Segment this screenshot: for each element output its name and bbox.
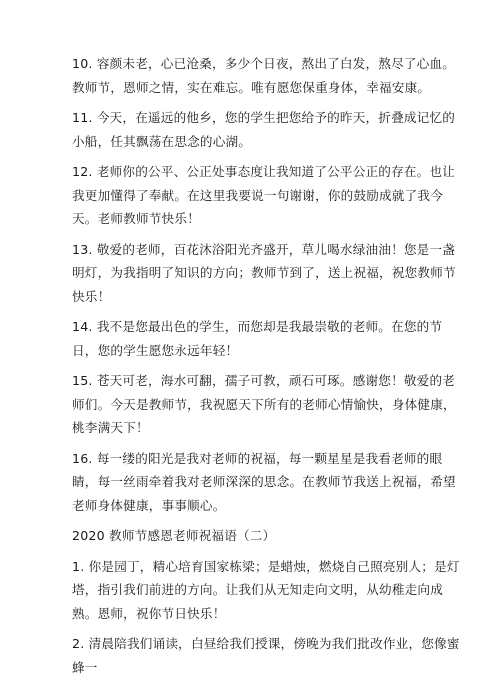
paragraph-11: 11. 今天，在遥远的他乡，您的学生把您给予的昨天，折叠成记忆的小船，任其飘荡在思念的心湖。: [72, 110, 456, 149]
paragraph-13: 13. 敬爱的老师，百花沐浴阳光齐盛开，草儿喝水绿油油！您是一盏明灯，为我指明了知识的方向；教师节到了，送上祝福，祝您教师节快乐！: [72, 241, 456, 304]
paragraph-12: 12. 老师你的公平、公正处事态度让我知道了公平公正的存在。也让我更加懂得了奉献。在这里我要说一句谢谢，你的鼓励成就了我今天。老师教师节快乐！: [72, 164, 456, 226]
section-heading: 2020 教师节感恩老师祝福语（二）: [72, 528, 276, 543]
paragraph-16: 16. 每一缕的阳光是我对老师的祝福，每一颗星星是我看老师的眼睛，每一丝雨牵着我对老师深深的思念。在教师节我送上祝福，希望老师身体健康，事事顺心。: [72, 450, 456, 513]
section-paragraph-2: 2. 清晨陪我们诵读，白昼给我们授课，傍晚为我们批改作业，您像蜜蜂一: [72, 636, 460, 675]
paragraph-10: 10. 容颜未老，心已沧桑，多少个日夜，熬出了白发，熬尽了心血。教师节，恩师之情，实在难忘。唯有愿您保重身体，幸福安康。: [72, 56, 456, 95]
document-body: [72, 52, 464, 686]
paragraph-15: 15. 苍天可老，海水可翻，孺子可教，顽石可琢。感谢您！敬爱的老师们。今天是教师节，我祝愿天下所有的老师心情愉快，身体健康，桃李满天下！: [72, 373, 456, 435]
paragraph-14: 14. 我不是您最出色的学生，而您却是我最崇敬的老师。在您的节日，您的学生愿您永远年轻！: [72, 319, 443, 358]
section-paragraph-1: 1. 你是园丁，精心培育国家栋梁；是蜡烛，燃烧自己照亮别人；是灯塔，指引我们前进的方向。让我们从无知走向文明，从幼稚走向成熟。恩师，祝你节日快乐！: [72, 558, 460, 621]
